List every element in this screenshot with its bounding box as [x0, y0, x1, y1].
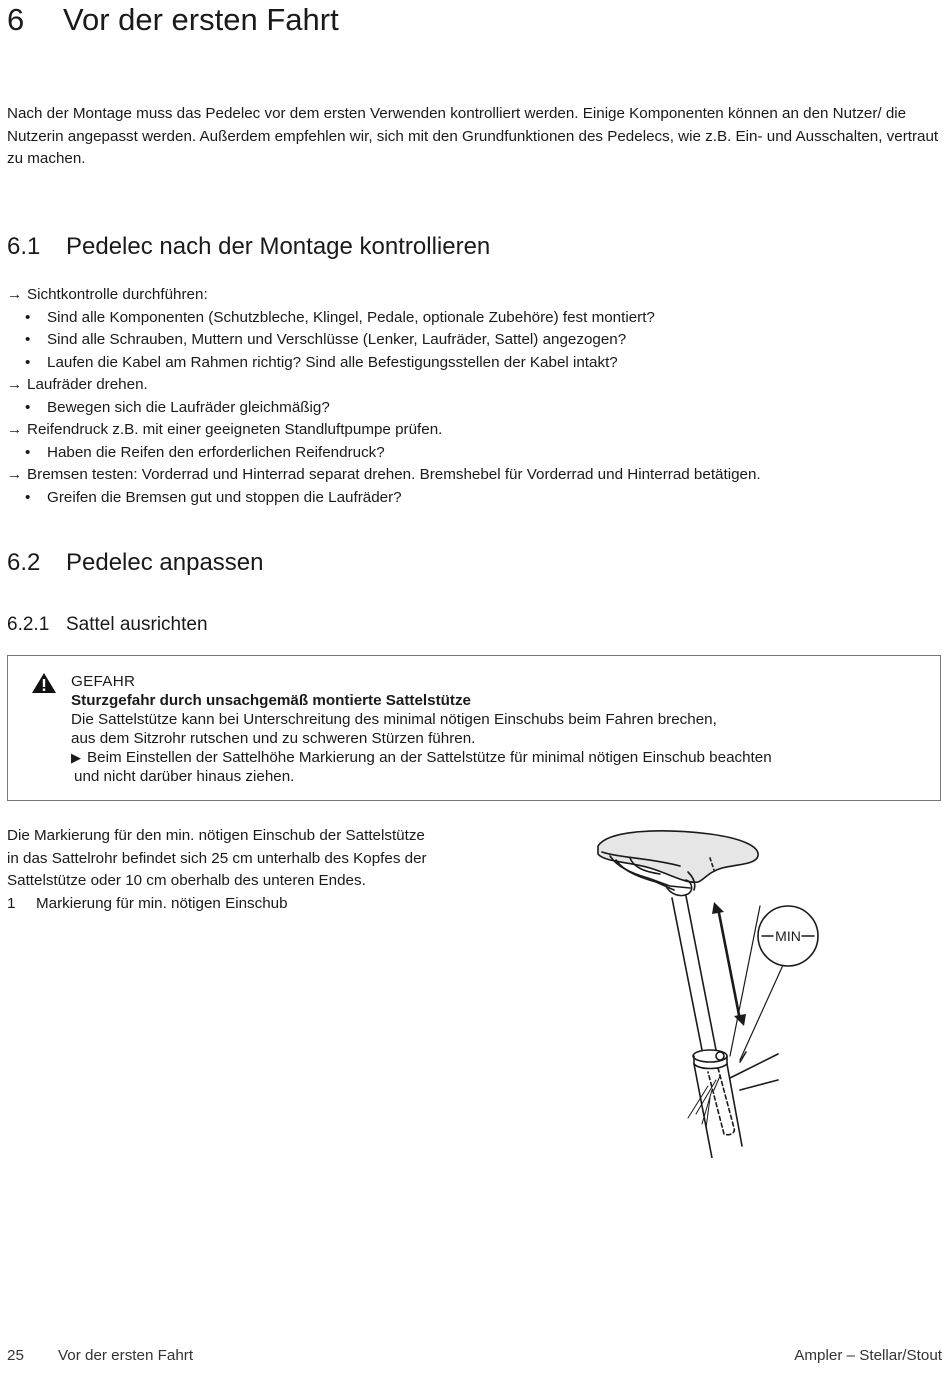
legend-text: Markierung für min. nötigen Einschub [36, 895, 288, 912]
seatpost-illustration [590, 828, 830, 1158]
section-number: 6.2 [7, 549, 41, 576]
checklist-step [7, 284, 937, 307]
checklist-bullet [7, 329, 937, 352]
warning-action-line-1: Beim Einstellen der Sattelhöhe Markierung an der Sattelstütze für minimal nötigen Einschub beachten [87, 749, 772, 766]
chapter-heading [7, 0, 339, 40]
warning-heading: Sturzgefahr durch unsachgemäß montierte Sattelstütze [71, 692, 472, 709]
bullet-icon: • [25, 308, 31, 326]
chapter-title: Vor der ersten Fahrt [63, 2, 339, 37]
subsection-heading-6-2-1 [7, 613, 208, 637]
intro-paragraph: Nach der Montage muss das Pedelec vor dem ersten Verwenden kontrolliert werden. Einige Komponenten können an den Nutzer/ die Nutzerin angepasst werden. Außerdem empfehlen wir, sich mit den Grundfunktionen des Pedelecs, wie z.B. Ein- und Ausschalten, vertraut zu machen. [7, 105, 939, 167]
description-line-1: Die Markierung für den min. nötigen Einschub der Sattelstütze [7, 827, 425, 844]
play-arrow-icon: ▶ [71, 750, 81, 765]
step-text: Laufräder drehen. [27, 376, 148, 393]
min-label: MIN [775, 928, 801, 944]
chapter-number: 6 [7, 2, 25, 37]
step-text: Bremsen testen: Vorderrad und Hinterrad separat drehen. Bremshebel für Vorderrad und Hinterrad betätigen. [27, 466, 761, 483]
warning-line-2: aus dem Sitzrohr rutschen und zu schweren Stürzen führen. [71, 730, 476, 747]
checklist-step [7, 374, 937, 397]
warning-action-line-2: und nicht darüber hinaus ziehen. [74, 768, 295, 785]
warning-content [71, 672, 931, 786]
description-line-2: in das Sattelrohr befindet sich 25 cm unterhalb des Kopfes der [7, 849, 427, 867]
marking-description [7, 825, 477, 893]
bullet-icon: • [25, 443, 31, 461]
footer-product: Ampler – Stellar/Stout [794, 1347, 942, 1364]
checklist-bullet [7, 397, 937, 420]
description-line-3: Sattelstütze oder 10 cm oberhalb des unteren Endes. [7, 872, 366, 889]
checklist-bullet [7, 487, 937, 510]
checklist-step [7, 419, 937, 442]
arrow-icon: → [7, 286, 23, 303]
section-heading-6-2 [7, 548, 263, 578]
section-heading-6-1 [7, 232, 490, 262]
checklist-bullet [7, 307, 937, 330]
arrow-icon: → [7, 466, 23, 483]
checklist-bullet [7, 442, 937, 465]
footer-left [7, 1346, 193, 1366]
warning-triangle-icon [31, 672, 57, 694]
warning-label: GEFAHR [71, 673, 136, 690]
step-text: Reifendruck z.B. mit einer geeigneten Standluftpumpe prüfen. [27, 421, 443, 438]
bullet-text: Sind alle Komponenten (Schutzbleche, Klingel, Pedale, optionale Zubehöre) fest montiert? [47, 308, 655, 326]
step-text: Sichtkontrolle durchführen: [27, 286, 208, 303]
bullet-icon: • [25, 398, 31, 416]
bullet-text: Greifen die Bremsen gut und stoppen die Laufräder? [47, 488, 402, 506]
bullet-text: Sind alle Schrauben, Muttern und Verschlüsse (Lenker, Laufräder, Sattel) angezogen? [47, 331, 627, 348]
bullet-text: Laufen die Kabel am Rahmen richtig? Sind alle Befestigungsstellen der Kabel intakt? [47, 353, 618, 371]
bullet-icon: • [25, 353, 31, 371]
bullet-text: Haben die Reifen den erforderlichen Reifendruck? [47, 443, 385, 461]
section-title: Pedelec anpassen [66, 549, 264, 576]
arrow-icon: → [7, 421, 23, 438]
warning-action [71, 748, 931, 767]
section-number: 6.1 [7, 233, 41, 260]
arrow-icon: → [7, 376, 23, 393]
bullet-text: Bewegen sich die Laufräder gleichmäßig? [47, 398, 330, 416]
checklist-bullet [7, 352, 937, 375]
inspection-checklist [7, 284, 937, 509]
bullet-icon: • [25, 488, 31, 506]
warning-line-1: Die Sattelstütze kann bei Unterschreitung des minimal nötigen Einschubs beim Fahren brechen, [71, 711, 717, 728]
subsection-title: Sattel ausrichten [66, 614, 208, 635]
footer-section: Vor der ersten Fahrt [58, 1347, 194, 1364]
bullet-icon: • [25, 331, 31, 348]
figure-legend [7, 893, 288, 916]
checklist-step [7, 464, 937, 487]
page-number: 25 [7, 1347, 24, 1364]
section-title: Pedelec nach der Montage kontrollieren [66, 233, 491, 260]
subsection-number: 6.2.1 [7, 614, 50, 635]
legend-number: 1 [7, 895, 16, 912]
